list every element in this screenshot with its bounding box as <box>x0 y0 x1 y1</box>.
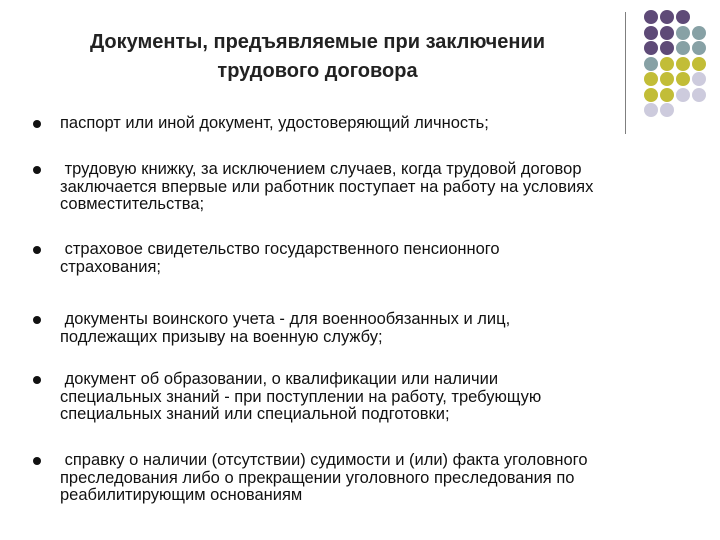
bullet-text-line: специальных знаний или специальной подготовки; <box>60 405 450 423</box>
bullet-marker <box>33 166 41 174</box>
bullet-text <box>60 371 690 424</box>
bullet-text-line: паспорт или иной документ, удостоверяющий личность; <box>60 114 489 132</box>
bullet-text-line: страхования; <box>60 257 162 276</box>
bullet-text <box>60 241 690 276</box>
bullet-marker <box>33 376 41 384</box>
title-line-2: трудового договора <box>217 60 418 82</box>
bullet-text <box>60 452 690 505</box>
bullet-text-line: совместительства; <box>60 195 205 213</box>
bullet-text-line: трудовую книжку, за исключением случаев, когда трудовой договор <box>60 160 582 178</box>
bullet-text-line: заключается впервые или работник поступает на работу на условиях <box>60 177 594 196</box>
bullet-text-line: справку о наличии (отсутствии) судимости и (или) факта уголовного <box>60 451 588 469</box>
bullet-marker <box>33 457 41 465</box>
bullet-text-line: преследования либо о прекращении уголовного преследования по <box>60 468 575 487</box>
bullet-text-line: страховое свидетельство государственного пенсионного <box>60 240 500 258</box>
title-line-1: Документы, предъявляемые при заключении <box>89 31 546 53</box>
bullet-text-line: реабилитирующим основаниям <box>60 486 303 504</box>
bullet-text <box>60 115 690 133</box>
bullet-marker <box>33 316 41 324</box>
bullet-marker <box>33 120 41 128</box>
bullet-text <box>60 311 690 346</box>
bullet-text-line: подлежащих призыву на военную службу; <box>60 327 383 346</box>
bullet-text-line: документ об образовании, о квалификации или наличии <box>60 370 499 388</box>
bullet-text <box>60 161 690 214</box>
bullet-text-line: документы воинского учета - для военнообязанных и лиц, <box>60 310 511 328</box>
bullet-marker <box>33 246 41 254</box>
bullet-text-line: специальных знаний - при поступлении на работу, требующую <box>60 387 542 406</box>
